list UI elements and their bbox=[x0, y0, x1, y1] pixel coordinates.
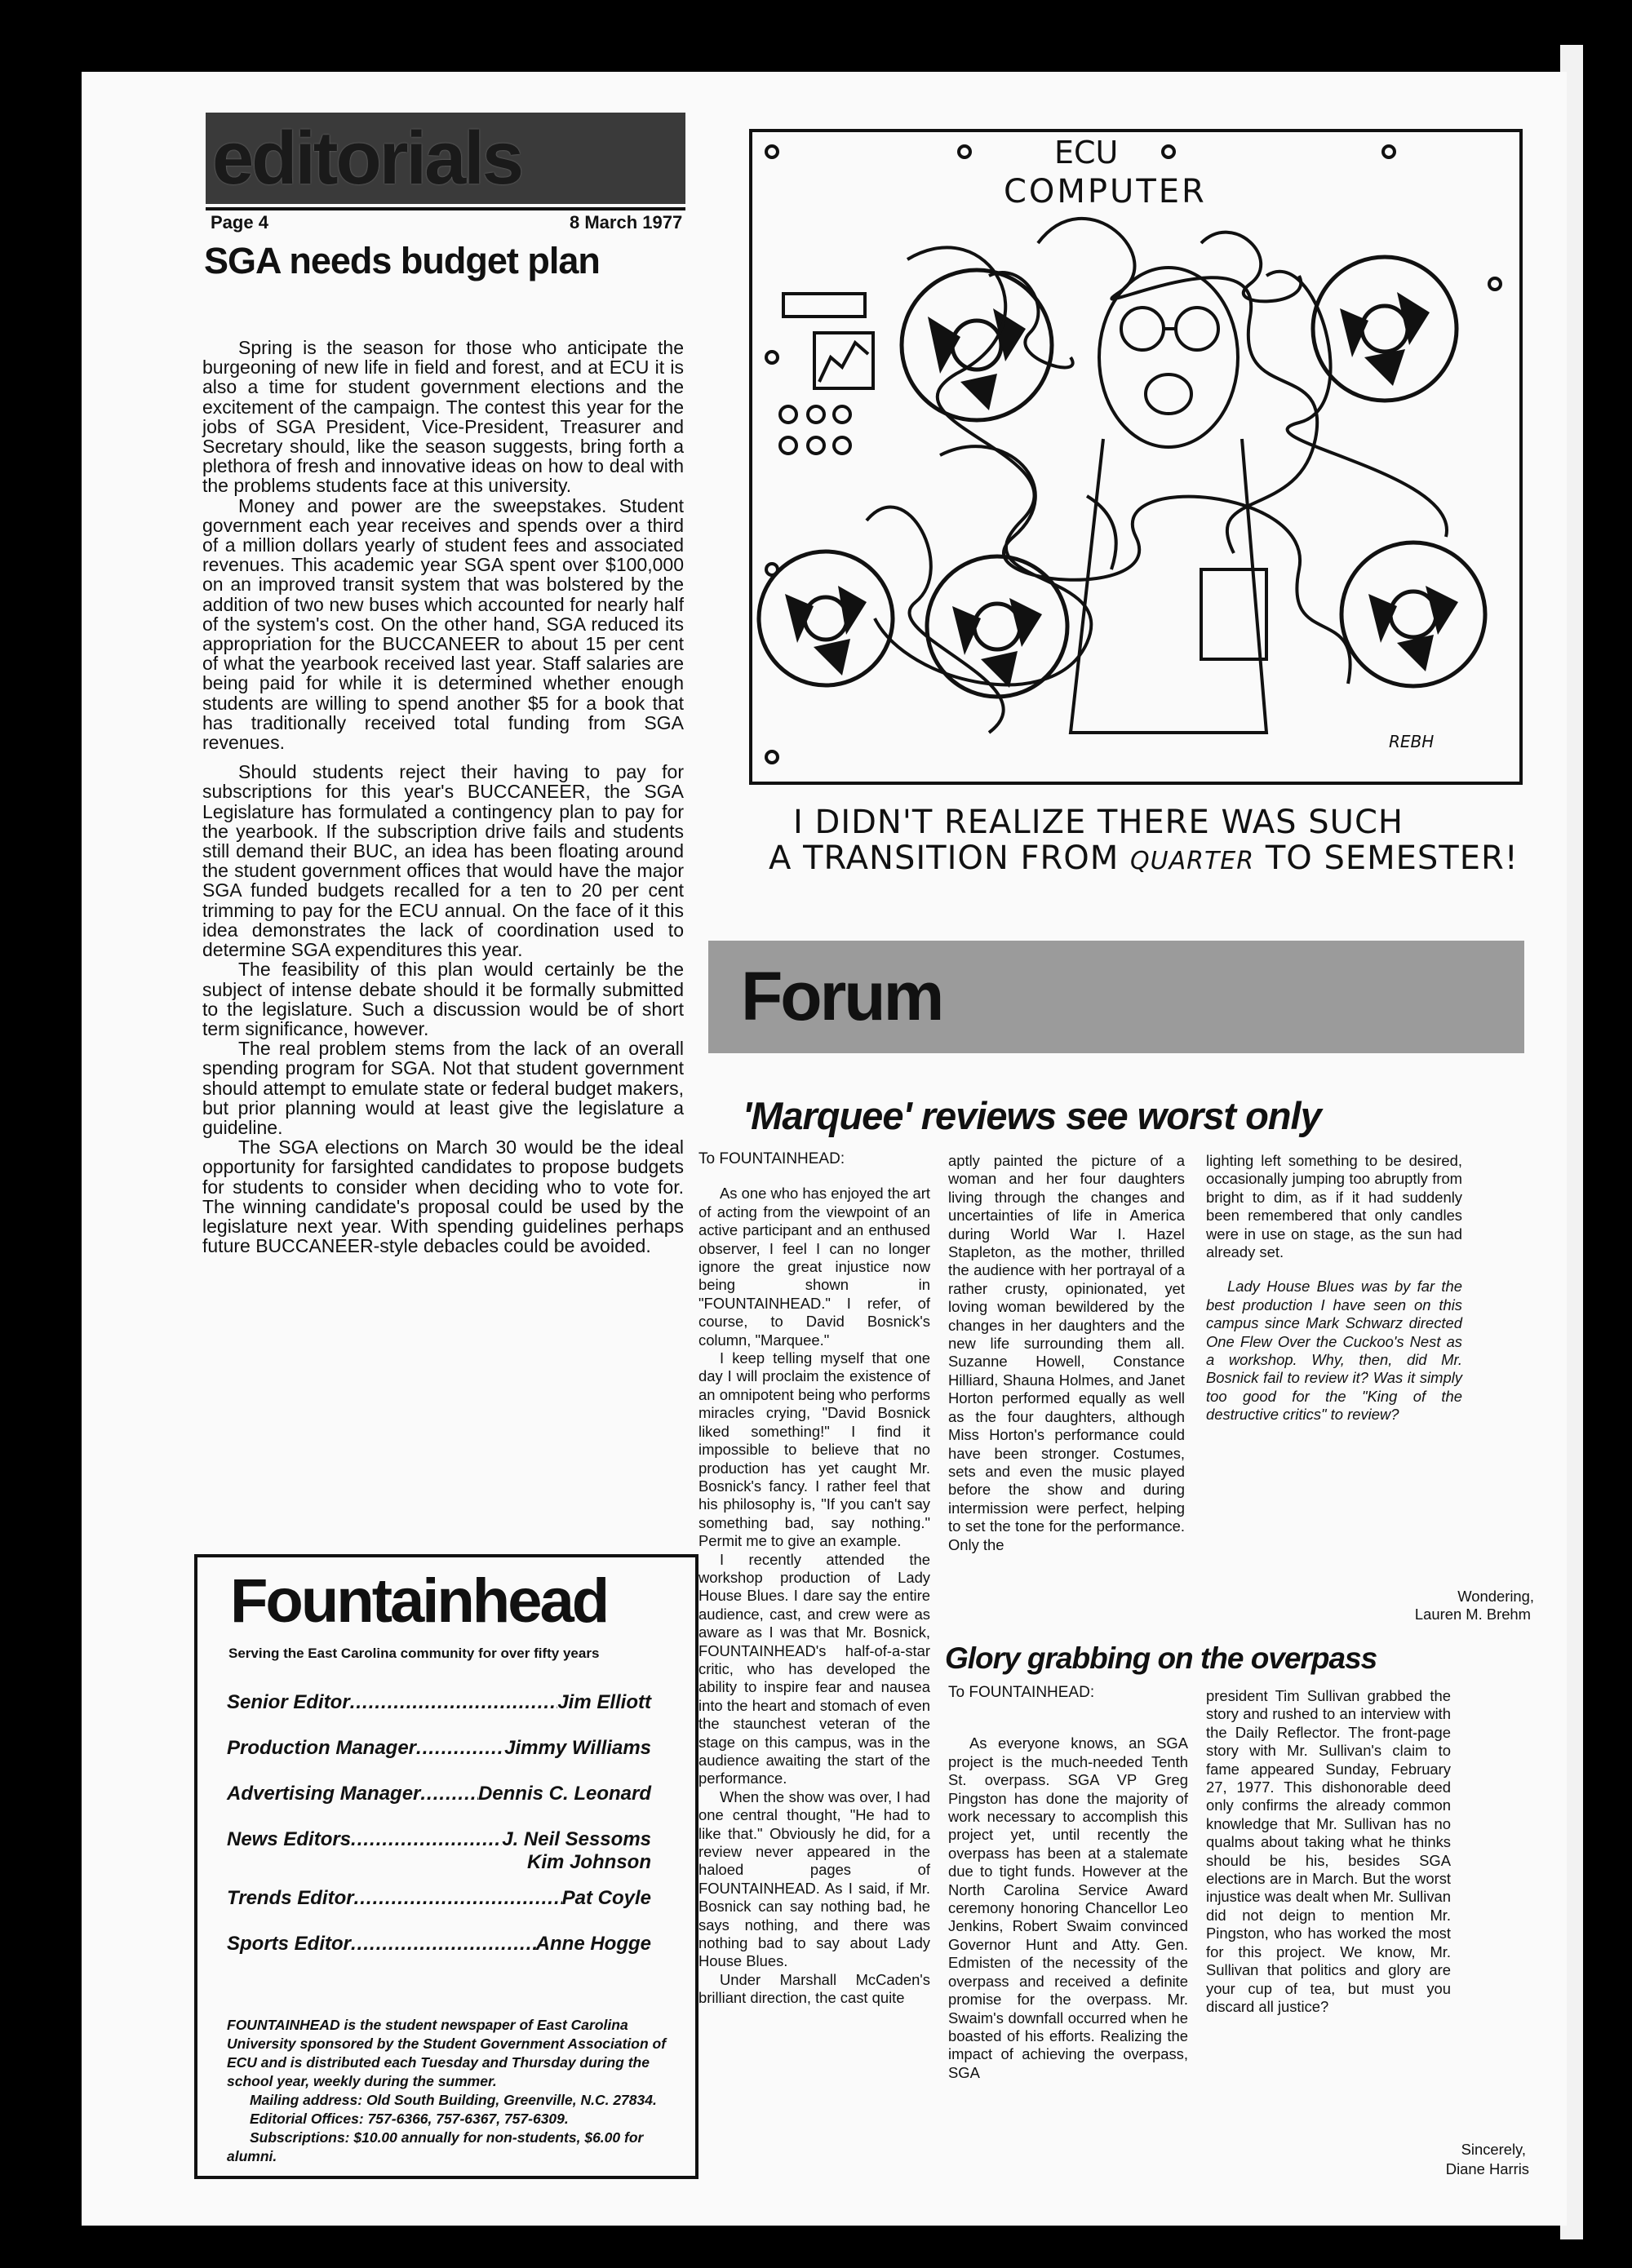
letter1-paragraph: lighting left something to be desired, occasionally jumping too abruptly from bright to dim, as if it had suddenly been remembered that only candles were in use on stage, as the sun had already set. bbox=[1206, 1152, 1462, 1261]
letter1-column-2 bbox=[948, 1152, 1185, 1554]
editorial-paragraph: The feasibility of this plan would certainly be the subject of intense debate should it be formally submitted to the legislature. Such a discussion would be of short term significance, however. bbox=[202, 959, 684, 1039]
forum-banner bbox=[708, 941, 1524, 1053]
masthead-info-line: Editorial Offices: 757-6366, 757-6367, 757-6309. bbox=[250, 2111, 569, 2127]
editorial-cartoon bbox=[744, 113, 1528, 888]
letter1-closing: Wondering, bbox=[1457, 1588, 1534, 1605]
editorial-headline: SGA needs budget plan bbox=[204, 240, 600, 281]
editorial-paragraph: The SGA elections on March 30 would be the ideal opportunity for farsighted candidates to propose budgets for students to consider when deciding who to vote for. The winning candidate's proposal could be used by the legislature next year. With spending guidelines perhaps future BUCCANEER-style debacles could be avoided. bbox=[202, 1136, 684, 1257]
forum-title: Forum bbox=[741, 958, 942, 1034]
letter2-column-1 bbox=[948, 1684, 1188, 2082]
letter1-paragraph: When the show was over, I had one central thought, "He had to like that." Obviously he did, for a review never appeared in the haloed pages of FOUNTAINHEAD. As I said, if Mr. Bosnick can say nothing bad, he says nothing, and there was nothing bad to say about Lady House Blues. bbox=[698, 1787, 930, 1970]
masthead-tagline: Serving the East Carolina community for over fifty years bbox=[228, 1646, 600, 1661]
staff-row: Advertising Manager ..... Dennis C. Leonard bbox=[227, 1760, 651, 1805]
letter2-closing: Sincerely, bbox=[1461, 2141, 1526, 2158]
letter2-column-2 bbox=[1206, 1687, 1451, 2016]
newspaper-page bbox=[82, 72, 1567, 2226]
letter1-column-3 bbox=[1206, 1152, 1462, 1424]
staff-row: Production Manager ..... Jimmy Williams bbox=[227, 1714, 651, 1760]
staff-row: News Editors ..... J. Neil Sessoms bbox=[227, 1805, 651, 1851]
letter2-headline: Glory grabbing on the overpass bbox=[945, 1641, 1377, 1675]
letter1-paragraph: Under Marshall McCaden's brilliant direction, the cast quite bbox=[698, 1970, 930, 2007]
masthead-info bbox=[227, 2016, 667, 2166]
cartoon-drawing bbox=[744, 113, 1528, 879]
issue-date: 8 March 1977 bbox=[570, 212, 683, 233]
masthead-title: Fountainhead bbox=[230, 1566, 608, 1636]
editorial-body bbox=[202, 338, 684, 1256]
editorial-paragraph: The real problem stems from the lack of an overall spending program for SGA. Not that student government should attempt to emulate state or federal budget makers, but prior planning would at least give the legislature a guideline. bbox=[202, 1038, 684, 1138]
staff-row: Senior Editor ..... Jim Elliott bbox=[227, 1668, 651, 1714]
cartoon-caption-line2: A TRANSITION FROM QUARTER TO SEMESTER! bbox=[769, 839, 1519, 877]
letter2-paragraph: As everyone knows, an SGA project is the much-needed Tenth St. overpass. SGA VP Greg Pingston has done the majority of work necessary to accomplish this project yet, until recently the overpass has been at a stalemate due to tight funds. However at the North Carolina Service Award ceremony honoring Chancellor Leo Jenkins, Robert Swaim convinced Governor Hunt and Atty. Gen. Edmisten of the necessity of the overpass and received a definite promise for the overpass. Mr. Swaim's downfall occurred when he boasted of his efforts. Realizing the impact of achieving the overpass, SGA bbox=[948, 1734, 1188, 2081]
editorial-paragraph: Spring is the season for those who anticipate the burgeoning of new life in field and forest, and at ECU it is also a time for student government elections and the excitement of the campaign. The contest this year for the jobs of SGA President, Vice-President, Treasurer and Secretary should, like the season suggests, bring forth a plethora of fresh and innovative ideas on how to deal with the problems students face at this university. bbox=[202, 337, 684, 497]
letter1-headline: 'Marquee' reviews see worst only bbox=[743, 1094, 1321, 1137]
cartoon-artist-signature: REBH bbox=[1389, 732, 1435, 751]
masthead-info-line: Subscriptions: $10.00 annually for non-students, $6.00 for alumni. bbox=[227, 2129, 644, 2164]
staff-row: Sports Editor ..... Anne Hogge bbox=[227, 1910, 651, 1956]
cartoon-label-line2: COMPUTER bbox=[1004, 173, 1207, 210]
cartoon-label-line1: ECU bbox=[1054, 135, 1119, 171]
staff-news-editor-2: Kim Johnson bbox=[526, 1851, 651, 1873]
masthead-box bbox=[194, 1554, 698, 2179]
masthead-info-line: Mailing address: Old South Building, Greenville, N.C. 27834. bbox=[250, 2092, 657, 2108]
letter2-paragraph: president Tim Sullivan grabbed the story and rushed to an interview with the Daily Reflector. The front-page story with Mr. Sullivan's claim to fame appeared Sunday, February 27, 1977. This dishonorable deed only confirms the already common knowledge that Mr. Sullivan has no qualms about taking what he thinks should be his, besides SGA elections are in March. But the worst injustice was dealt when Mr. Sullivan did not deign to mention Mr. Pingston, who has worked the most for this project. We know, Mr. Sullivan that politics and glory are your cup of tea, but must you discard all justice? bbox=[1206, 1687, 1451, 2015]
editorials-title: editorials bbox=[212, 117, 522, 200]
letter2-salutation: To FOUNTAINHEAD: bbox=[948, 1684, 1095, 1701]
editorial-paragraph: Should students reject their having to pay for subscriptions for this year's BUCCANEER, the SGA Legislature has formulated a contingency plan to pay for the yearbook. If the subscription drive fails and students still demand their BUC, an idea has been floating around the student government offices that would have the major SGA funded budgets recalled for a ten to 20 per cent trimming to pay for the ECU annual. On the face of it this idea demonstrates the lack of coordination used to determine SGA expenditures this year. bbox=[202, 761, 684, 961]
page-number: Page 4 bbox=[211, 212, 268, 233]
editorials-banner bbox=[206, 113, 685, 204]
letter2-signature: Diane Harris bbox=[1445, 2160, 1529, 2177]
letter1-paragraph: Lady House Blues was by far the best production I have seen on this campus since Mark Schwarz directed One Flew Over the Cuckoo's Nest as a workshop. Why, then, did Mr. Bosnick fail to review it? Was it simply too good for the "King of the destructive critics" to review? bbox=[1206, 1278, 1462, 1424]
letter1-salutation: To FOUNTAINHEAD: bbox=[698, 1150, 845, 1167]
letter1-paragraph: I keep telling myself that one day I will proclaim the existence of an omnipotent being who performs miracles crying, "David Bosnick liked something!" I find it impossible to believe that no production has yet caught Mr. Bosnick's fancy. I rather feel that his philosophy is, "If you can't say something bad, say nothing." Permit me to give an example. bbox=[698, 1349, 930, 1550]
masthead-info-line: FOUNTAINHEAD is the student newspaper of East Carolina University sponsored by the Student Government Association of ECU and is distributed each Tuesday and Thursday during the school year, weekly during the summer. bbox=[227, 2017, 667, 2089]
letter1-signature: Lauren M. Brehm bbox=[1414, 1606, 1531, 1623]
letter1-paragraph: I recently attended the workshop production of Lady House Blues. I dare say the entire audience, cast, and crew were as aware as I was that Mr. Bosnick, FOUNTAINHEAD's half-of-a-star critic, who has developed the ability to inspire fear and nausea into the heart and stomach of even the staunchest veteran of the stage on this campus, was in the audience awaiting the start of the performance. bbox=[698, 1550, 930, 1787]
cartoon-caption-line1: I DIDN'T REALIZE THERE WAS SUCH bbox=[793, 804, 1404, 841]
staff-row: Trends Editor ..... Pat Coyle bbox=[227, 1874, 651, 1910]
cartoon-caption bbox=[769, 804, 1528, 879]
letter1-paragraph: aptly painted the picture of a woman and her four daughters living through the changes and uncertainties of life in America during World War I. Hazel Stapleton, as the mother, thrilled the audience with her portrayal of a rather crusty, opinionated, yet loving woman bewildered by the changes in her daughters and the new life surrounding them all. Suzanne Howell, Constance Hilliard, Shauna Holmes, and Janet Horton performed equally as well as the four daughters, although Miss Horton's performance could have been stronger. Costumes, sets and even the music played before the show and during intermission were perfect, helping to set the tone for the performance. Only the bbox=[948, 1152, 1185, 1553]
staff-list bbox=[227, 1668, 651, 1956]
letter1-column-1 bbox=[698, 1150, 930, 2008]
letter1-paragraph: As one who has enjoyed the art of acting from the viewpoint of an active participant and an enthused observer, I feel I can no longer ignore the great injustice now being shown in "FOUNTAINHEAD." I refer, of course, to David Bosnick's column, "Marquee." bbox=[698, 1185, 930, 1349]
editorial-paragraph: Money and power are the sweepstakes. Student government each year receives and spends over a third of a million dollars yearly of student fees and associated revenues. This academic year SGA spent over $100,000 on an improved transit system that was bolstered by the addition of two new buses which accounted for nearly half of the system's cost. On the other hand, SGA reduced its appropriation for the BUCCANEER to about 15 per cent of what the yearbook received last year. Staff salaries are being paid for while it is determined whether enough students are willing to spend another $5 for a book that has traditionally received total funding from SGA revenues. bbox=[202, 494, 684, 754]
